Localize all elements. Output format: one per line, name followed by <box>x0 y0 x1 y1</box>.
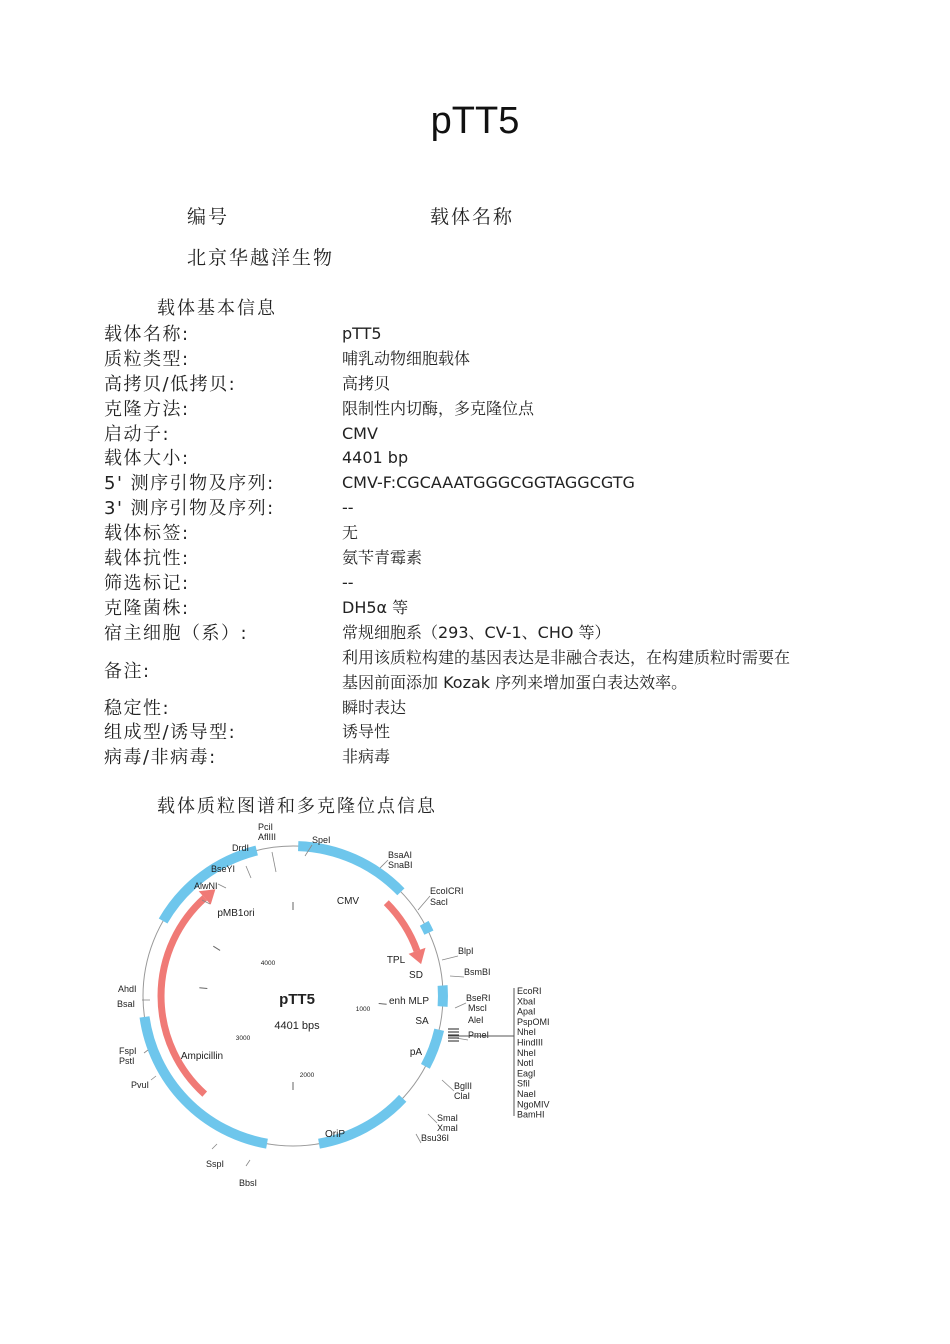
scale-tick <box>199 988 207 989</box>
scale-label: 2000 <box>299 1072 315 1079</box>
info-row <box>104 594 864 619</box>
site-label-right: BlpI <box>458 946 474 956</box>
info-label: 稳定性: <box>104 697 171 719</box>
site-label-right: Bsu36I <box>421 1133 450 1143</box>
info-label: 组成型/诱导型: <box>104 722 237 744</box>
site-label-right: BglII <box>454 1081 473 1091</box>
info-value-line: 基因前面添加 Kozak 序列来增加蛋白表达效率。 <box>342 672 688 692</box>
site-label-left: DrdI <box>232 843 250 853</box>
feature-label: enh MLP <box>388 996 430 1007</box>
page-title: pTT5 <box>430 100 520 142</box>
info-value: 4401 bp <box>342 448 409 468</box>
site-label-right: BsaAI <box>388 850 413 860</box>
site-label-left: AlwNI <box>194 881 218 891</box>
mcs-site-label: EagI <box>517 1068 536 1079</box>
site-leader <box>380 860 388 868</box>
info-label: 质粒类型: <box>104 348 190 370</box>
site-label-right: MscI <box>468 1003 487 1013</box>
site-label-right: SnaBI <box>388 860 413 870</box>
info-row <box>104 519 864 544</box>
site-label-left: BsaI <box>117 999 136 1009</box>
mcs-site-label: NgoMIV <box>517 1099 550 1110</box>
info-label: 载体标签: <box>104 523 190 545</box>
feature-label: TPL <box>386 955 406 966</box>
info-value: pTT5 <box>342 324 382 343</box>
site-label-right: BseRI <box>466 993 491 1003</box>
mcs-site-label: HindIII <box>517 1037 544 1048</box>
feature-label: pA <box>409 1047 423 1058</box>
info-value: 诱导性 <box>342 722 391 742</box>
site-leader <box>246 1160 250 1166</box>
section-map-info: 载体质粒图谱和多克隆位点信息 <box>157 796 437 817</box>
info-value: CMV-F:CGCAAATGGGCGGTAGGCGTG <box>342 473 635 493</box>
tpl-arrow <box>386 903 417 951</box>
info-row <box>104 494 864 519</box>
info-row <box>104 694 864 719</box>
mcs-site-label: NotI <box>517 1058 534 1069</box>
info-table <box>104 320 864 768</box>
scale-tick <box>379 1003 387 1004</box>
scale-label: 3000 <box>235 1035 251 1042</box>
info-value: 高拷贝 <box>342 373 391 393</box>
section-basic-info: 载体基本信息 <box>157 298 277 319</box>
mcs-site-label: BamHI <box>517 1109 545 1120</box>
feature-label: CMV <box>336 896 360 907</box>
site-label-left: SspI <box>206 1159 225 1169</box>
site-label-left: AflIII <box>258 832 277 842</box>
site-label-right: AleI <box>468 1015 484 1025</box>
mcs-site-label: ApaI <box>517 1006 536 1017</box>
info-value: 哺乳动物细胞载体 <box>342 348 471 368</box>
info-label: 高拷贝/低拷贝: <box>104 373 237 395</box>
ampicillin-arrow <box>161 898 205 1094</box>
site-leader <box>272 852 276 872</box>
info-row <box>104 569 864 594</box>
mcs-site-label: PspOMI <box>517 1016 550 1027</box>
info-row <box>104 444 864 469</box>
info-row <box>104 320 864 345</box>
site-label-right: PmeI <box>468 1030 490 1040</box>
site-leader <box>218 884 226 888</box>
company-name: 北京华越洋生物 <box>187 247 335 269</box>
info-value: 无 <box>342 523 359 543</box>
info-value: 氨苄青霉素 <box>342 548 423 568</box>
site-leader <box>442 956 458 960</box>
site-leader <box>144 1050 148 1053</box>
info-value-line: 利用该质粒构建的基因表达是非融合表达，在构建质粒时需要在 <box>342 647 791 667</box>
feature-label: OriP <box>325 1129 345 1140</box>
site-label-left: BbsI <box>239 1178 258 1188</box>
info-label: 筛选标记: <box>104 572 190 594</box>
feature-label: Ampicillin <box>180 1051 224 1062</box>
site-leader <box>450 976 464 977</box>
site-label-left: AhdI <box>118 984 137 994</box>
mcs-site-label: SfiI <box>517 1078 531 1089</box>
site-leader <box>455 1003 466 1008</box>
info-value: 常规细胞系（293、CV-1、CHO 等） <box>342 622 611 642</box>
feature-label: SA <box>415 1016 429 1027</box>
info-row <box>104 743 864 768</box>
site-label-right: BsmBI <box>464 967 491 977</box>
info-label: 载体大小: <box>104 448 190 470</box>
info-value: -- <box>342 498 354 518</box>
info-value: 瞬时表达 <box>342 697 407 717</box>
map-size: 4401 bps <box>274 1020 320 1032</box>
site-label-right: XmaI <box>437 1123 459 1133</box>
mcs-site-label: NheI <box>517 1047 537 1058</box>
info-row <box>104 544 864 569</box>
info-row <box>104 718 864 743</box>
info-value <box>342 645 842 695</box>
site-label-right: SmaI <box>437 1113 459 1123</box>
site-label-left: PvuI <box>131 1080 150 1090</box>
info-row <box>104 370 864 395</box>
id-label: 编号 <box>187 206 230 228</box>
mcs-site-label: NheI <box>517 1027 537 1038</box>
site-leader <box>212 1144 217 1149</box>
info-value: CMV <box>342 423 378 443</box>
site-label-left: FspI <box>119 1046 137 1056</box>
site-label-left: PstI <box>119 1056 135 1066</box>
vector-name-label: 载体名称 <box>430 206 515 228</box>
site-label-right: ClaI <box>454 1091 471 1101</box>
info-label: 启动子: <box>104 423 171 445</box>
info-row <box>104 345 864 370</box>
info-value: DH5α 等 <box>342 597 409 617</box>
site-leader <box>151 1076 156 1080</box>
scale-tick <box>213 946 220 950</box>
info-label: 载体名称: <box>104 324 190 345</box>
info-label: 克隆菌株: <box>104 597 190 619</box>
site-leader <box>442 1080 454 1091</box>
info-label: 病毒/非病毒: <box>104 747 217 769</box>
mcs-site-label: XbaI <box>517 996 536 1007</box>
info-label: 宿主细胞（系）: <box>104 622 249 644</box>
info-row <box>104 619 864 644</box>
info-label: 3' 测序引物及序列: <box>104 498 275 520</box>
site-leader <box>418 896 430 910</box>
scale-label: 1000 <box>355 1006 371 1013</box>
mcs-site-label: EcoRI <box>517 986 542 996</box>
feature-label: pMB1ori <box>217 908 255 919</box>
info-label: 载体抗性: <box>104 548 190 570</box>
site-label-left: BseYI <box>211 864 236 874</box>
info-label: 备注: <box>104 660 151 682</box>
feature-block <box>424 923 429 932</box>
info-label: 5' 测序引物及序列: <box>104 473 275 495</box>
site-label-left: PciI <box>258 822 274 832</box>
mcs-site-label: NaeI <box>517 1089 537 1099</box>
info-row <box>104 395 864 420</box>
site-label-right: SacI <box>430 897 449 907</box>
plasmid-map <box>98 816 568 1196</box>
site-label-right: EcoICRI <box>430 886 464 896</box>
feature-block <box>298 846 401 892</box>
site-label-right: SpeI <box>312 835 331 845</box>
info-row <box>104 644 864 694</box>
site-leader <box>428 1114 437 1123</box>
info-row <box>104 420 864 445</box>
feature-label: SD <box>409 970 423 981</box>
scale-label: 4000 <box>260 960 276 967</box>
site-leader <box>246 866 251 878</box>
info-value: -- <box>342 572 354 592</box>
feature-block <box>425 1030 439 1067</box>
info-value: 非病毒 <box>342 747 391 767</box>
map-title: pTT5 <box>279 991 315 1008</box>
info-row <box>104 469 864 494</box>
info-value: 限制性内切酶，多克隆位点 <box>342 398 535 418</box>
info-label: 克隆方法: <box>104 398 190 420</box>
